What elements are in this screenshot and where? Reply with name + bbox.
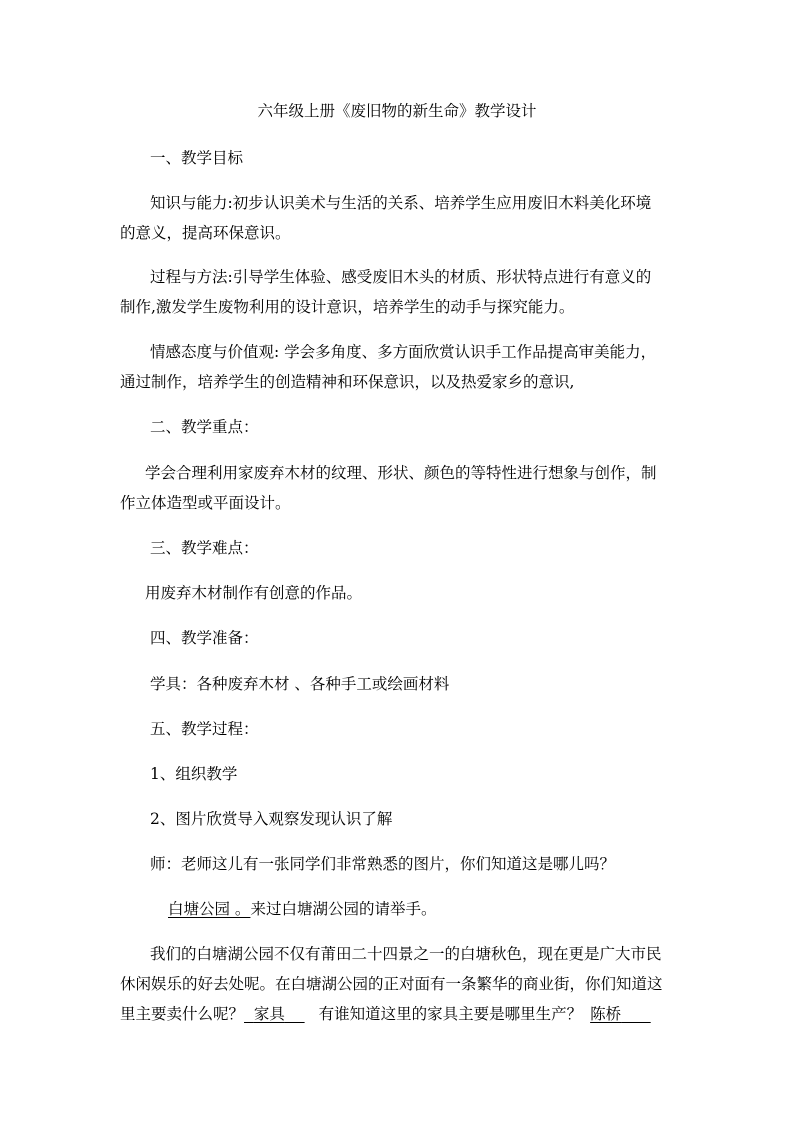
park-answer-blank: 白塘公园 。 [168,900,251,918]
paragraph-line1: 我们的白塘湖公园不仅有莆田二十四景之一的白塘秋色，现在更是广大市民 [150,945,662,963]
paragraph-line3 [120,1003,651,1025]
keypoint-line1: 学会合理利用家废弃木材的纹理、形状、颜色的等特性进行想象与创作，制 [145,464,657,482]
keypoint-heading: 二、教学重点： [150,418,259,436]
furniture-answer: 家具 [253,1005,285,1023]
emotion-values-line2: 通过制作，培养学生的创造精神和环保意识，以及热爱家乡的意识, [120,373,575,391]
difficulty-line: 用废弃木材制作有创意的作品。 [145,584,363,602]
park-answer-rest: 来过白塘湖公园的请举手。 [250,900,437,918]
emotion-values-line1: 情感态度与价值观: 学会多角度、多方面欣赏认识手工作品提高审美能力， [150,343,657,361]
teacher-question: 师：老师这儿有一张同学们非常熟悉的图片，你们知道这是哪儿吗？ [150,855,616,873]
difficulty-heading: 三、教学难点： [150,539,259,557]
keypoint-line2: 作立体造型或平面设计。 [120,494,291,512]
park-answer-line [168,898,436,920]
knowledge-ability-line2: 的意义，提高环保意识。 [120,224,291,242]
furniture-answer-blank [244,1005,305,1023]
objectives-heading: 一、教学目标 [150,149,244,167]
step-picture-appreciation: 2、图片欣赏导入观察发现认识了解 [150,810,393,828]
knowledge-ability-line1: 知识与能力:初步认识美术与生活的关系、培养学生应用废旧木料美化环境 [150,194,652,212]
paragraph-line3-question: 里主要卖什么呢？ [120,1005,245,1023]
document-title: 六年级上册《废旧物的新生命》教学设计 [257,102,537,120]
place-answer-blank [590,1005,651,1023]
teaching-process-heading: 五、教学过程： [150,720,259,738]
paragraph-line3-question2: 有谁知道这里的家具主要是哪里生产？ [318,1005,583,1023]
preparation-heading: 四、教学准备： [150,629,259,647]
process-method-line1: 过程与方法:引导学生体验、感受废旧木头的材质、形状特点进行有意义的 [150,268,652,286]
place-answer: 陈桥 [590,1005,622,1023]
process-method-line2: 制作,激发学生废物利用的设计意识，培养学生的动手与探究能力。 [120,298,575,316]
paragraph-line2: 休闲娱乐的好去处呢。在白塘湖公园的正对面有一条繁华的商业街，你们知道这 [120,975,663,993]
preparation-line: 学具：各种废弃木材 、各种手工或绘画材料 [150,675,450,693]
step-organize: 1、组织教学 [150,765,238,783]
